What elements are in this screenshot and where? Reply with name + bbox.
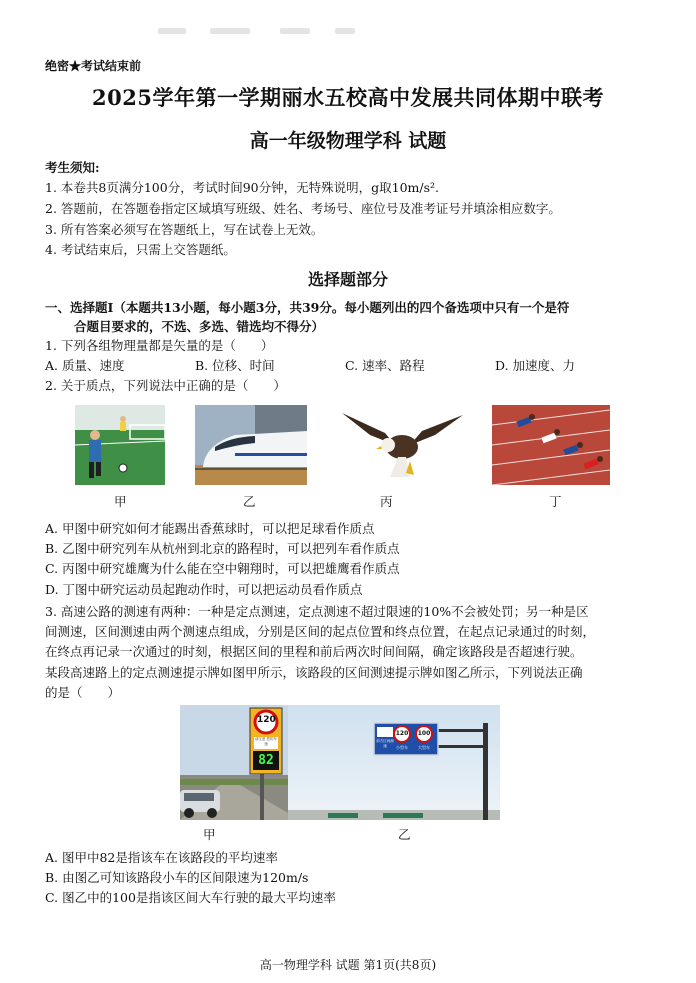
eagle-image: [340, 405, 465, 485]
small-car-label: 小型车: [396, 745, 408, 750]
large-car-label: 大型车: [418, 745, 430, 750]
page-footer: 高一物理学科 试题 第1页(共8页): [259, 958, 437, 972]
question-3-option-c: C. 图乙中的100是指该区间大车行驶的最大平均速率: [45, 890, 336, 905]
question-3-option-b: B. 由图乙可知该路段小车的区间限速为120m/s: [45, 870, 309, 885]
figure-caption: 甲: [203, 827, 216, 842]
question-2-option-c: C. 丙图中研究雄鹰为什么能在空中翱翔时，可以把雄鹰看作质点: [45, 561, 400, 576]
option-a: A. 质量、速度: [45, 358, 125, 373]
notice-item: 4. 考试结束后，只需上交答题纸。: [45, 242, 236, 257]
figure-caption: 乙: [398, 827, 411, 842]
large-car-limit-value: 100: [417, 730, 431, 737]
soccer-player-image: [75, 405, 165, 485]
question-3-option-a: A. 图甲中82是指该车在该路段的平均速率: [45, 850, 278, 865]
question-1-options: [45, 356, 645, 374]
question-2-option-b: B. 乙图中研究列车从杭州到北京的路程时，可以把列车看作质点: [45, 541, 400, 556]
question-2-option-a: A. 甲图中研究如何才能踢出香蕉球时，可以把足球看作质点: [45, 521, 375, 536]
part-instructions-cont: 合题目要求的，不选、多选、错选均不得分）: [74, 319, 325, 334]
section-title: 选择题部分: [307, 270, 388, 289]
option-b: B. 位移、时间: [195, 358, 275, 373]
question-2-option-d: D. 丁图中研究运动员起跑动作时，可以把运动员看作质点: [45, 582, 363, 597]
speed-sign-photo: [180, 705, 288, 820]
question-3-stem: 间测速，区间测速由两个测速点组成，分别是区间的起点位置和终点位置，在起点记录通过的时刻，: [45, 624, 596, 639]
small-car-limit-value: 120: [395, 730, 409, 737]
question-3-stem: 某段高速路上的定点测速提示牌如图甲所示，该路段的区间测速提示牌如图乙所示，下列说法正确: [45, 665, 583, 680]
faded-header-text: [150, 20, 600, 42]
figure-caption: 乙: [243, 494, 256, 509]
question-3-stem: 的是（ ）: [45, 685, 121, 700]
sprinters-image: [492, 405, 610, 485]
section-speed-sign-photo: [288, 705, 500, 820]
notice-item: 2. 答题前，在答题卷指定区域填写班级、姓名、考场号、座位号及准考证号并填涂相应数字。: [45, 201, 561, 216]
confidential-label: 绝密★考试结束前: [45, 59, 142, 73]
notice-heading: 考生须知:: [45, 160, 100, 175]
exam-subtitle: 高一年级物理学科 试题: [249, 130, 447, 152]
figure-caption: 丁: [549, 494, 562, 509]
option-d: D. 加速度、力: [495, 358, 576, 373]
exam-title: 2025学年第一学期丽水五校高中发展共同体期中联考: [92, 85, 604, 110]
notice-item: 3. 所有答案必须写在答题纸上，写在试卷上无效。: [45, 222, 324, 237]
question-2-stem: 2. 关于质点，下列说法中正确的是（ ）: [45, 378, 286, 393]
notice-item: 1. 本卷共8页满分100分，考试时间90分钟，无特殊说明，g取10m/s².: [45, 180, 439, 195]
question-1-stem: 1. 下列各组物理量都是矢量的是（ ）: [45, 338, 274, 353]
speed-limit-value: 120: [257, 715, 276, 725]
part-instructions: 一、选择题Ⅰ（本题共13小题，每小题3分，共39分。每小题列出的四个备选项中只有一个是符: [45, 300, 570, 315]
speed-reading-display: 82: [258, 753, 274, 768]
high-speed-train-image: [195, 405, 307, 485]
question-3-stem: 3. 高速公路的测速有两种：一种是定点测速，定点测速不超过限速的10%不会被处罚；另一种是区: [45, 604, 589, 619]
board-notice-text: 前方区间测速: [376, 739, 394, 748]
option-c: C. 速率、路程: [345, 358, 425, 373]
figure-caption: 丙: [380, 494, 393, 509]
figure-caption: 甲: [114, 494, 127, 509]
question-3-stem: 在终点再记录一次通过的时刻，根据区间的里程和前后两次时间间隔，确定该路段是否超速行驶。: [45, 644, 583, 659]
sign-notice-text: 请注意 您的车速: [254, 737, 278, 746]
